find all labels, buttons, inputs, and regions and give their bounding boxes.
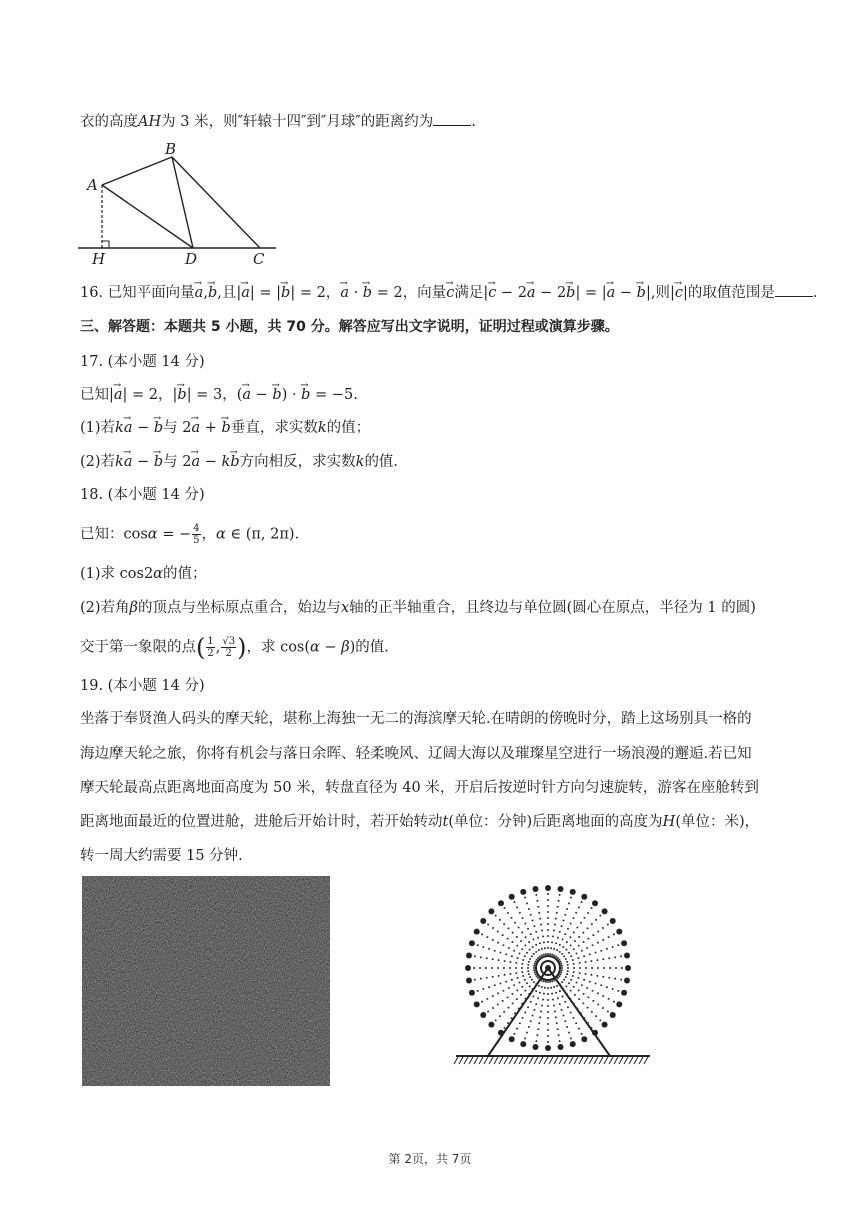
- q19-text-1: 坐落于奉贤渔人码头的摩天轮，堪称上海独一无二的海滨摩天轮.在晴朗的傍晚时分，踏上这场别具一格的: [80, 711, 752, 727]
- label-A: A: [87, 176, 98, 194]
- geometry-figure: [78, 138, 288, 268]
- ferris-wheel-photo: [82, 876, 330, 1086]
- ferris-wheel-diagram: [450, 868, 660, 1078]
- q17-part1: (1)若k→ a − → b与 2→ a + → b垂直，求实数k的值；: [80, 418, 370, 438]
- q17-given: 已知|→ a| = 2，|→ b| = 3，(→ a − → b) · → b = −5.: [80, 385, 358, 405]
- label-H: H: [92, 250, 106, 268]
- q19-text-4: 距离地面最近的位置进舱，进舱后开始计时，若开始转动t(单位：分钟)后距离地面的高度为H(单位：米)，: [80, 814, 760, 830]
- q17-header: 17. (本小题 14 分): [80, 354, 205, 370]
- q16: 16. 已知平面向量→ a,→ b,且|→ a| = |→ b| = 2，→ a · → b = 2，向量→ c满足|→ c − 2→ a − 2→ b| = |→ a − → b|,则|→ c|的取值范围是 .: [80, 283, 817, 303]
- page-footer: 第 2页，共 7页: [388, 1152, 472, 1166]
- q15-tail: 衣的高度AH为 3 米，则″轩辕十四″到″月球″的距离约为 .: [80, 114, 476, 130]
- label-C: C: [253, 250, 265, 268]
- q19-header: 19. (本小题 14 分): [80, 678, 205, 694]
- answer-blank: [775, 284, 813, 297]
- q18-header: 18. (本小题 14 分): [80, 487, 205, 503]
- label-D: D: [185, 250, 198, 268]
- q18-part2-cont: 交于第一象限的点( $\frac{1}{2}$ , $\frac{√3}{2}$ )，求 cos(α − β)的值.: [80, 633, 389, 662]
- q19-text-5: 转一周大约需要 15 分钟.: [80, 848, 243, 864]
- q19-text-2: 海边摩天轮之旅，你将有机会与落日余晖、轻柔晚风、辽阔大海以及璀璨星空进行一场浪漫的邂逅.若已知: [80, 746, 752, 762]
- q18-given: 已知：cosα = − $\frac{4}{5}$ ，α ∈ (π, 2π).: [80, 523, 300, 546]
- q18-part1: (1)求 cos2α的值；: [80, 566, 207, 582]
- q17-part2: (2)若k→ a − → b与 2→ a − k→ b方向相反，求实数k的值.: [80, 452, 398, 472]
- section-heading: 三、解答题：本题共 5 小题，共 70 分。解答应写出文字说明，证明过程或演算步骤。: [80, 319, 619, 335]
- q18-part2: (2)若角β的顶点与坐标原点重合，始边与x轴的正半轴重合，且终边与单位圆(圆心在原点，半径为 1 的圆): [80, 600, 756, 616]
- label-B: B: [165, 140, 177, 158]
- q19-text-3: 摩天轮最高点距离地面高度为 50 米，转盘直径为 40 米，开启后按逆时针方向匀速旋转，游客在座舱转到: [80, 780, 759, 796]
- answer-blank: [433, 113, 471, 126]
